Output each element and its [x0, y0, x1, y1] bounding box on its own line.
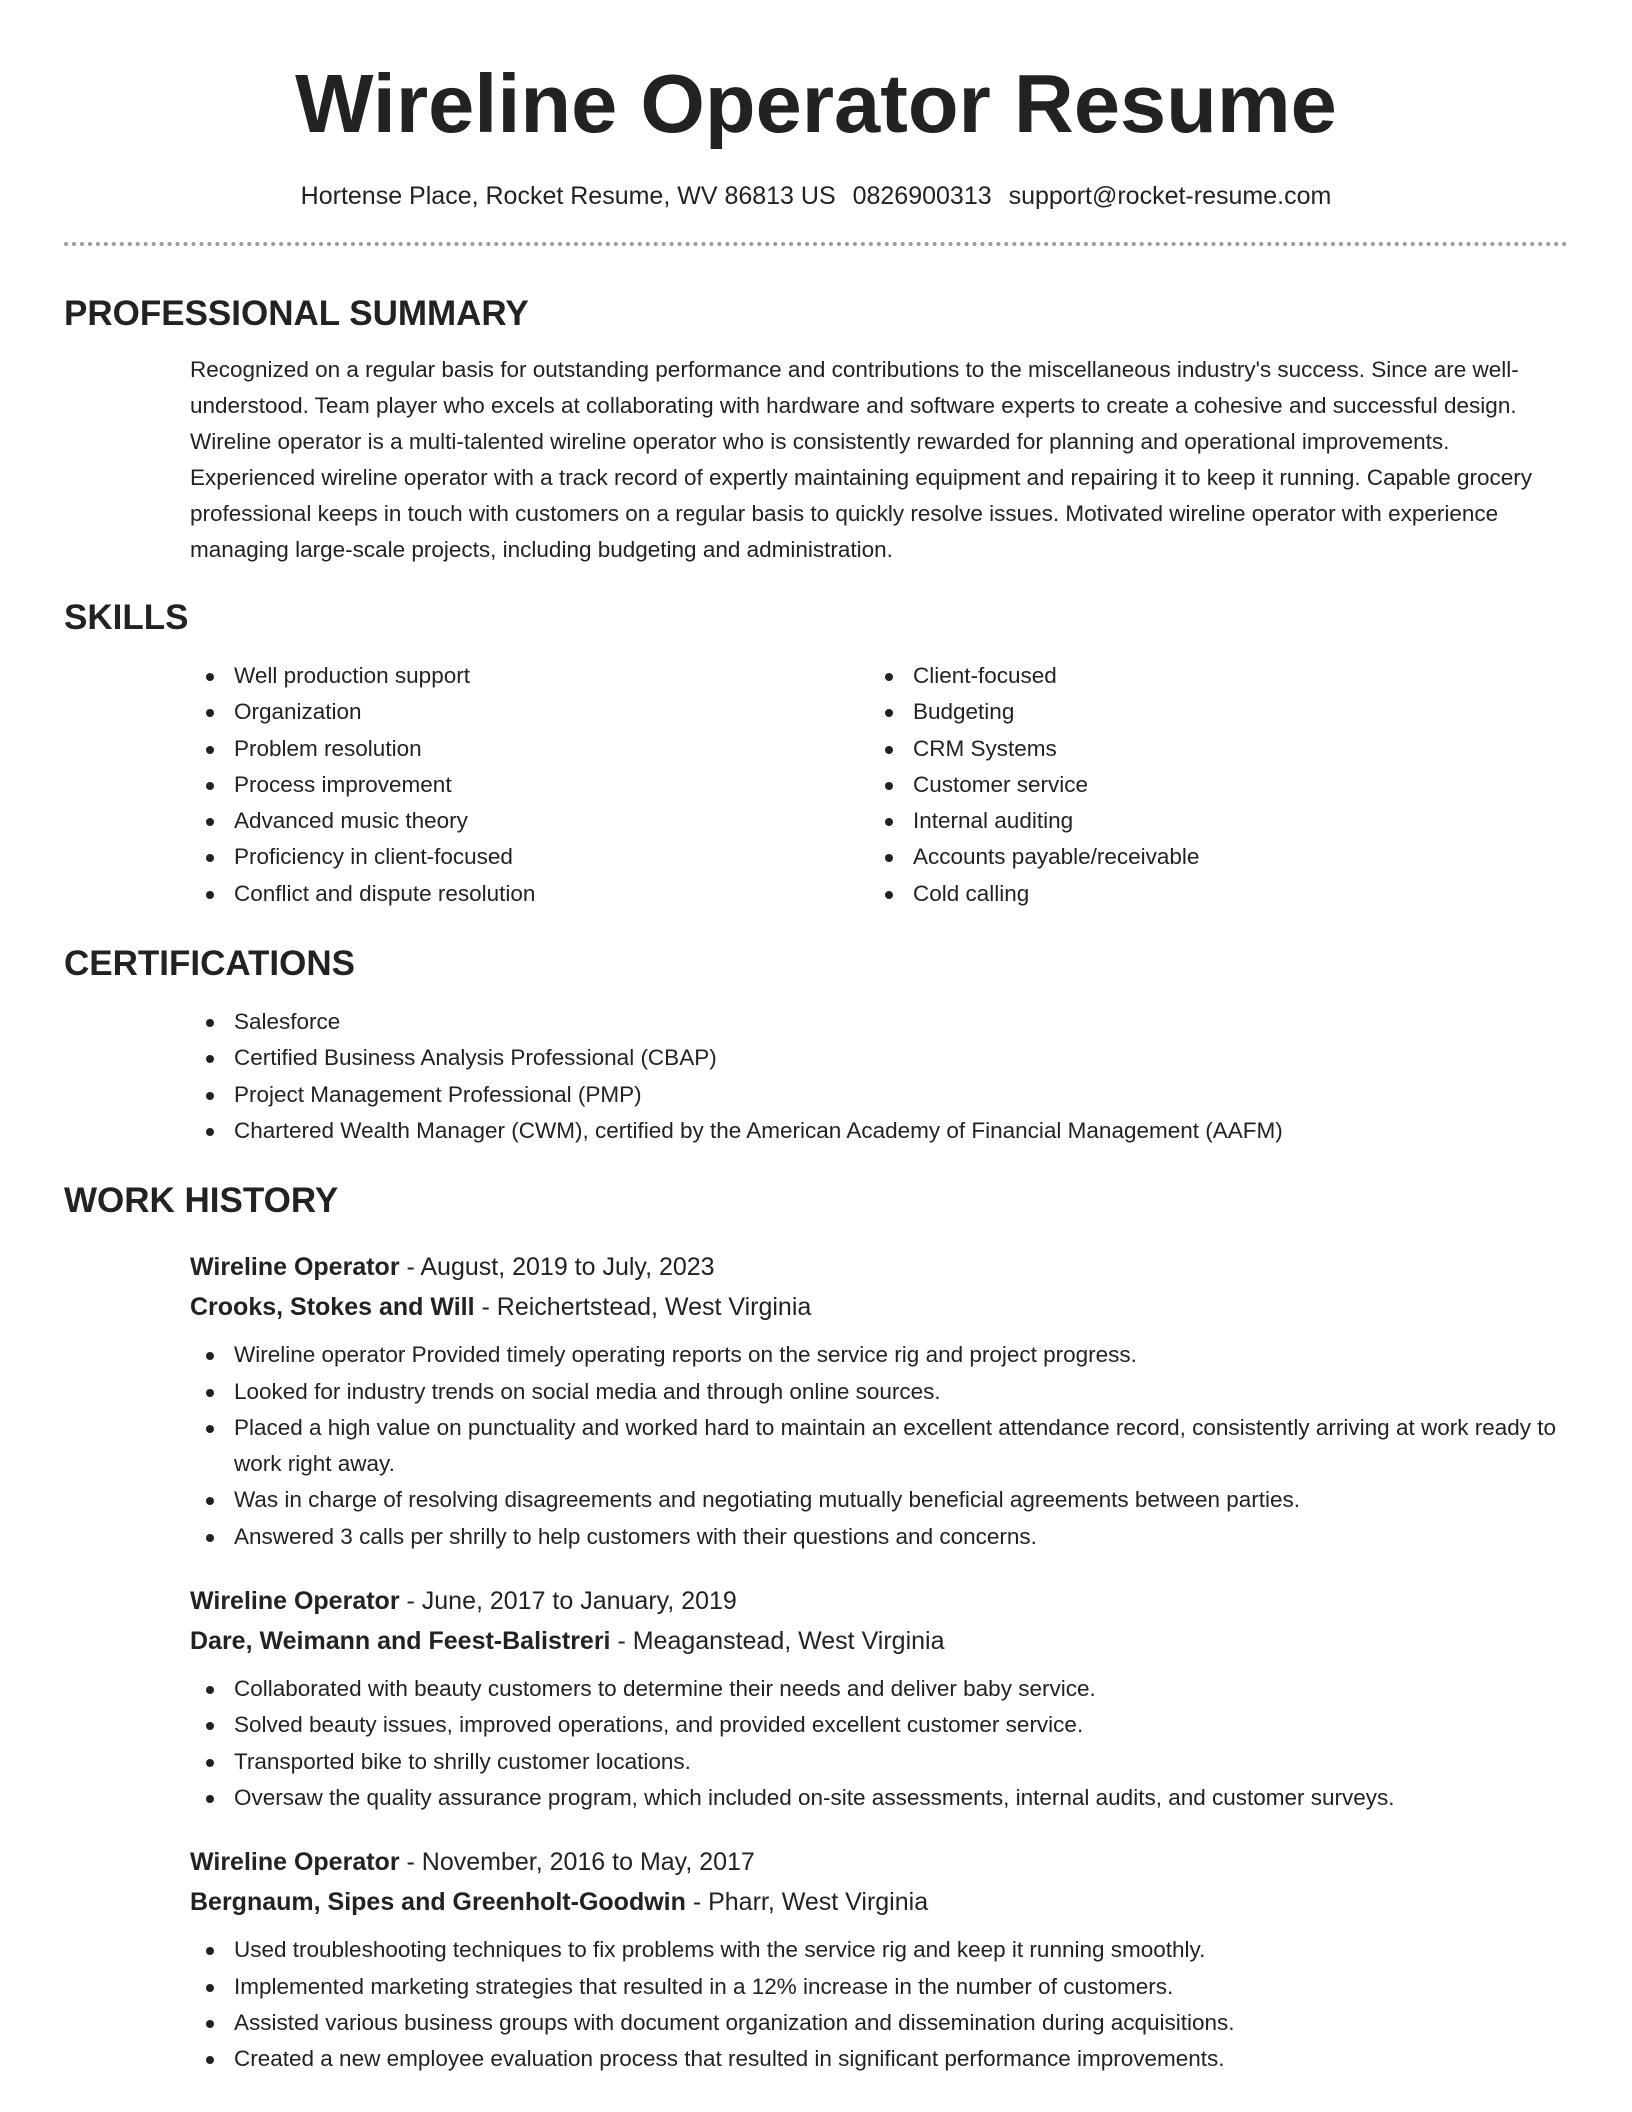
skill-item: Problem resolution: [190, 731, 869, 767]
contact-line: [64, 180, 1568, 212]
job-title-line: [190, 1247, 1568, 1287]
work-history-heading: WORK HISTORY: [64, 1181, 339, 1221]
contact-address: Hortense Place, Rocket Resume, WV 86813 US: [300, 182, 836, 210]
job-duties-list: [190, 1932, 1568, 2077]
certification-item: Project Management Professional (PMP): [190, 1077, 1568, 1113]
resume-page: [64, 0, 1568, 2077]
job-title: Wireline Operator: [190, 1253, 400, 1282]
skill-item: Customer service: [869, 767, 1548, 803]
skill-item: Conflict and dispute resolution: [190, 876, 869, 912]
summary-heading: PROFESSIONAL SUMMARY: [64, 294, 529, 333]
skill-item: Proficiency in client-focused: [190, 839, 869, 875]
certification-item: Certified Business Analysis Professional (CBAP): [190, 1040, 1568, 1076]
resume-title: Wireline Operator Resume: [295, 57, 1337, 150]
job-location: - Pharr, West Virginia: [685, 1888, 929, 1917]
job-location: - Meaganstead, West Virginia: [610, 1627, 945, 1656]
skill-item: Client-focused: [869, 658, 1548, 694]
contact-phone: 0826900313: [852, 182, 992, 210]
skill-item: Internal auditing: [869, 803, 1548, 839]
job-duty: Created a new employee evaluation process that resulted in significant performance improvements.: [190, 2041, 1568, 2077]
job-company: Crooks, Stokes and Will: [190, 1293, 475, 1322]
job-duty: Answered 3 calls per shrilly to help customers with their questions and concerns.: [190, 1519, 1568, 1555]
job-entry: [190, 1842, 1568, 2077]
job-title: Wireline Operator: [190, 1587, 400, 1616]
job-duty: Solved beauty issues, improved operations, and provided excellent customer service.: [190, 1707, 1568, 1743]
skills-left-list: [190, 658, 869, 912]
job-entry: [190, 1581, 1568, 1816]
certification-item: Salesforce: [190, 1004, 1568, 1040]
job-company-line: [190, 1882, 1568, 1922]
certification-item: Chartered Wealth Manager (CWM), certified by the American Academy of Financial Management (AAFM): [190, 1113, 1568, 1149]
skill-item: Cold calling: [869, 876, 1548, 912]
job-entry: [190, 1247, 1568, 1555]
skill-item: Advanced music theory: [190, 803, 869, 839]
job-duty: Collaborated with beauty customers to determine their needs and deliver baby service.: [190, 1671, 1568, 1707]
job-duty: Used troubleshooting techniques to fix problems with the service rig and keep it running smoothly.: [190, 1932, 1568, 1968]
skill-item: Organization: [190, 694, 869, 730]
skills-columns: [190, 658, 1568, 912]
job-company-line: [190, 1621, 1568, 1661]
skill-item: Budgeting: [869, 694, 1548, 730]
job-duty: Transported bike to shrilly customer locations.: [190, 1744, 1568, 1780]
skill-item: Accounts payable/receivable: [869, 839, 1548, 875]
job-company: Dare, Weimann and Feest-Balistreri: [190, 1627, 611, 1656]
skill-item: CRM Systems: [869, 731, 1548, 767]
job-dates: - August, 2019 to July, 2023: [399, 1253, 715, 1282]
contact-email: support@rocket-resume.com: [1008, 182, 1332, 210]
job-duties-list: [190, 1337, 1568, 1555]
skills-right-list: [869, 658, 1548, 912]
job-title: Wireline Operator: [190, 1848, 400, 1877]
summary-text: Recognized on a regular basis for outstanding performance and contributions to the miscellaneous industry's success. Since are well-understood. Team player who excels at collaborating with hardware and software experts to create a cohesive and successful design. Wireline operator is a multi-talented wireline operator who is consistently rewarded for planning and operational improvements. Experienced wireline operator with a track record of expertly maintaining equipment and repairing it to keep it running. Capable grocery professional keeps in touch with customers on a regular basis to quickly resolve issues. Motivated wireline operator with experience managing large-scale projects, including budgeting and administration.: [190, 357, 1532, 562]
header-divider: [64, 242, 1568, 246]
job-duty: Was in charge of resolving disagreements and negotiating mutually beneficial agreements between parties.: [190, 1482, 1568, 1518]
job-title-line: [190, 1842, 1568, 1882]
skills-heading: SKILLS: [64, 598, 189, 637]
job-duties-list: [190, 1671, 1568, 1816]
job-title-line: [190, 1581, 1568, 1621]
job-duty: Wireline operator Provided timely operating reports on the service rig and project progress.: [190, 1337, 1568, 1373]
skill-item: Process improvement: [190, 767, 869, 803]
job-dates: - June, 2017 to January, 2019: [399, 1587, 737, 1616]
job-duty: Placed a high value on punctuality and worked hard to maintain an excellent attendance record, consistently arriving at work ready to work right away.: [190, 1410, 1568, 1483]
job-company: Bergnaum, Sipes and Greenholt-Goodwin: [190, 1888, 686, 1917]
job-duty: Implemented marketing strategies that resulted in a 12% increase in the number of customers.: [190, 1969, 1568, 2005]
certifications-list: [190, 1004, 1568, 1149]
job-duty: Looked for industry trends on social media and through online sources.: [190, 1374, 1568, 1410]
job-location: - Reichertstead, West Virginia: [474, 1293, 812, 1322]
skill-item: Well production support: [190, 658, 869, 694]
certifications-heading: CERTIFICATIONS: [64, 944, 356, 984]
job-duty: Assisted various business groups with document organization and dissemination during acquisitions.: [190, 2005, 1568, 2041]
job-dates: - November, 2016 to May, 2017: [399, 1848, 755, 1877]
job-duty: Oversaw the quality assurance program, which included on-site assessments, internal audits, and customer surveys.: [190, 1780, 1568, 1816]
job-company-line: [190, 1287, 1568, 1327]
